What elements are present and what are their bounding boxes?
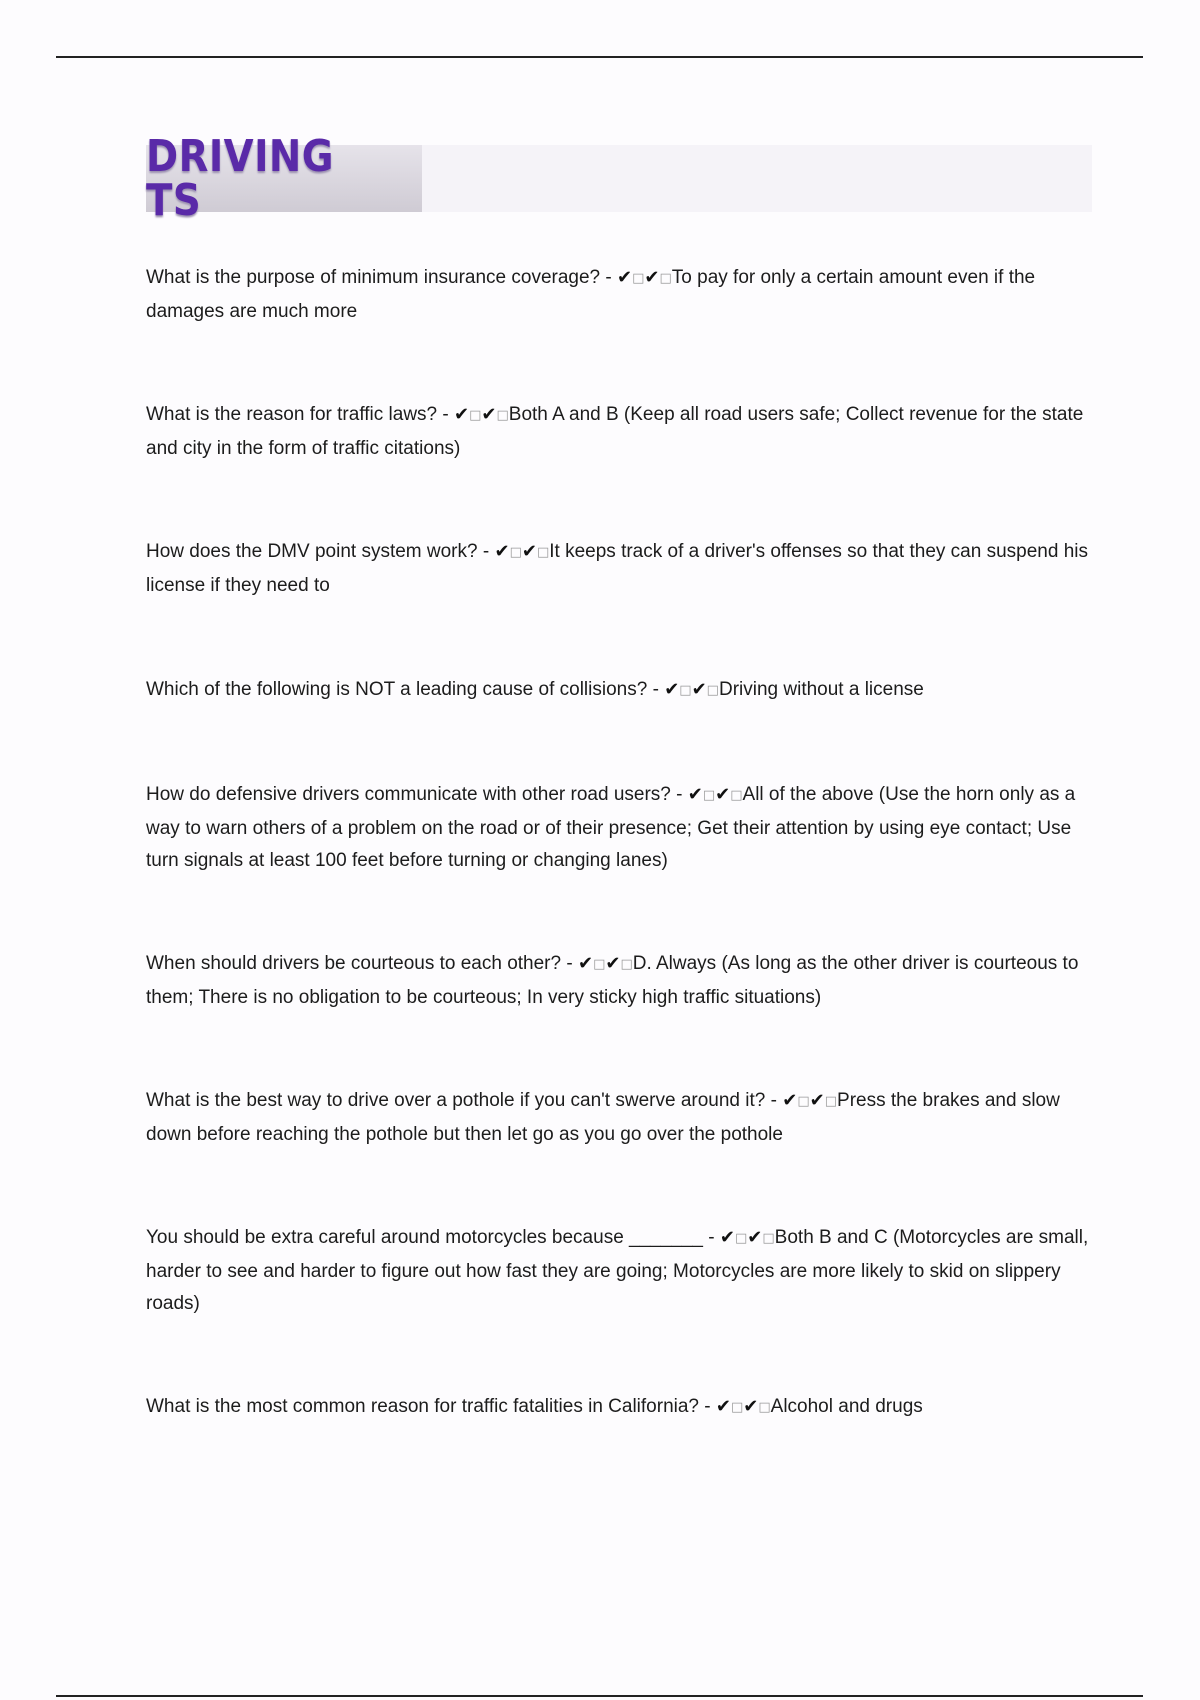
box-icon: □ <box>469 408 482 423</box>
page-title: DRIVING TS <box>146 130 335 226</box>
qa-item <box>146 399 1092 465</box>
box-icon: □ <box>632 271 645 286</box>
answer-text: It keeps track of a driver's offenses so that they can suspend his license if they need to <box>146 541 1088 596</box>
box-icon: □ <box>758 1400 771 1415</box>
check-icon: ✔ <box>743 1396 759 1417</box>
check-icon: ✔ <box>691 679 707 700</box>
check-icon: ✔ <box>481 404 497 425</box>
box-icon: □ <box>536 545 550 560</box>
answer-text: To pay for only a certain amount even if the damages are much more <box>146 267 1036 322</box>
qa-item <box>146 262 1092 328</box>
box-icon: □ <box>659 271 672 286</box>
check-icon: ✔ <box>521 541 537 562</box>
check-icon: ✔ <box>719 1227 735 1248</box>
box-icon: □ <box>734 1231 748 1246</box>
title-banner <box>146 130 422 226</box>
qa-item <box>146 536 1092 602</box>
question-text: What is the best way to drive over a pothole if you can't swerve around it? - <box>146 1090 783 1111</box>
box-icon: □ <box>509 545 522 560</box>
check-icon: ✔ <box>747 1227 763 1248</box>
check-icon: ✔ <box>664 679 680 700</box>
box-icon: □ <box>797 1094 810 1109</box>
question-text: Which of the following is NOT a leading cause of collisions? - <box>146 679 665 700</box>
question-text: What is the most common reason for traffic fatalities in California? - <box>146 1396 716 1417</box>
qa-item <box>146 1085 1092 1151</box>
bottom-rule <box>56 1695 1143 1697</box>
qa-item <box>146 1222 1092 1320</box>
question-text: What is the purpose of minimum insurance coverage? - <box>146 267 617 288</box>
qa-item <box>146 779 1092 877</box>
question-text: How does the DMV point system work? - <box>146 541 495 562</box>
check-icon: ✔ <box>715 784 731 805</box>
top-rule <box>56 56 1143 58</box>
box-icon: □ <box>620 957 633 972</box>
check-icon: ✔ <box>577 953 594 974</box>
check-icon: ✔ <box>644 267 660 288</box>
check-icon: ✔ <box>687 784 703 805</box>
box-icon: □ <box>730 788 743 803</box>
answer-text: D. Always (As long as the other driver is courteous to them; There is no obligation to be courteous; In very sticky high traffic situations) <box>146 953 1079 1008</box>
box-icon: □ <box>593 957 606 972</box>
question-text: You should be extra careful around motorcycles because _______ - <box>146 1227 720 1248</box>
qa-item <box>146 948 1092 1014</box>
box-icon: □ <box>706 683 719 698</box>
answer-text: All of the above (Use the horn only as a way to warn others of a problem on the road or of their presence; Get their attention by using eye contact; Use turn signals at least 100 feet before turning or changing lanes) <box>146 784 1076 871</box>
question-text: How do defensive drivers communicate with other road users? - <box>146 784 688 805</box>
answer-text: Both B and C (Motorcycles are small, harder to see and harder to figure out how fast they are going; Motorcycles are more likely to skid on slippery roads) <box>146 1227 1089 1314</box>
box-icon: □ <box>824 1094 838 1109</box>
answer-text: Both A and B (Keep all road users safe; Collect revenue for the state and city in the form of traffic citations) <box>146 404 1084 459</box>
check-icon: ✔ <box>617 267 633 288</box>
box-icon: □ <box>730 1400 744 1415</box>
answer-text: Press the brakes and slow down before reaching the pothole but then let go as you go over the pothole <box>146 1090 1060 1145</box>
check-icon: ✔ <box>494 541 510 562</box>
qa-item <box>146 1391 1092 1425</box>
check-icon: ✔ <box>715 1396 731 1417</box>
box-icon: □ <box>679 683 692 698</box>
check-icon: ✔ <box>782 1090 798 1111</box>
answer-text: Driving without a license <box>718 679 924 700</box>
box-icon: □ <box>702 788 716 803</box>
box-icon: □ <box>496 408 509 423</box>
check-icon: ✔ <box>454 404 470 425</box>
answer-text: Alcohol and drugs <box>770 1396 923 1417</box>
question-text: When should drivers be courteous to each other? - <box>146 953 578 974</box>
question-text: What is the reason for traffic laws? - <box>146 404 454 425</box>
qa-list <box>146 262 1092 1425</box>
box-icon: □ <box>762 1231 775 1246</box>
qa-item <box>146 674 1092 708</box>
check-icon: ✔ <box>809 1090 825 1111</box>
check-icon: ✔ <box>605 953 621 974</box>
